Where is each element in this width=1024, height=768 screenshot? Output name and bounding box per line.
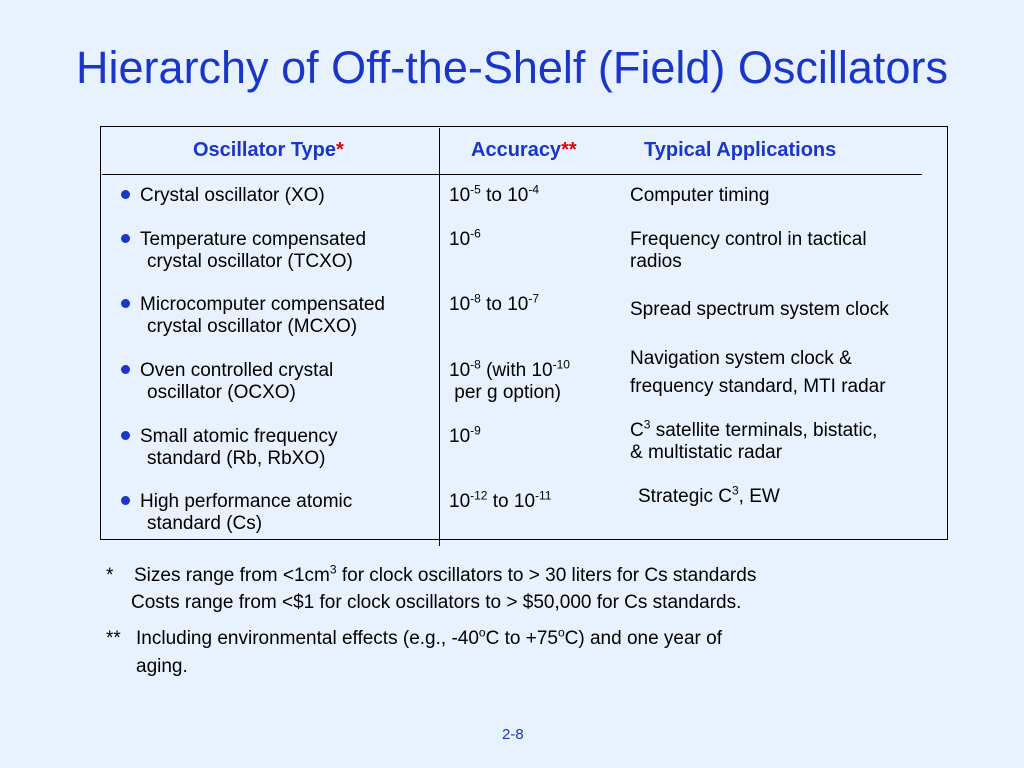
application-mcxo: Spread spectrum system clock bbox=[630, 299, 889, 320]
bullet-icon bbox=[121, 365, 130, 374]
application-tcxo-line2: radios bbox=[630, 251, 682, 272]
type-mcxo-line1: Microcomputer compensated bbox=[140, 294, 385, 315]
type-tcxo-line1: Temperature compensated bbox=[140, 229, 367, 250]
type-mcxo-line2: crystal oscillator (MCXO) bbox=[147, 316, 358, 337]
type-ocxo-line1: Oven controlled crystal bbox=[140, 360, 334, 381]
accuracy-ocxo-line2: per g option) bbox=[449, 382, 561, 403]
type-rb-line1: Small atomic frequency bbox=[140, 426, 338, 447]
footnote-1-line1: Sizes range from $<1cm^3$ for clock oscillators to > 30 liters for Cs standards bbox=[134, 562, 757, 586]
accuracy-cs: $10^{-12}$ to $10^{-11}$ bbox=[449, 488, 552, 512]
bullet-icon bbox=[121, 190, 130, 199]
bullet-icon bbox=[121, 299, 130, 308]
application-tcxo-line1: Frequency control in tactical bbox=[630, 229, 867, 250]
footnote-2-mark: ** bbox=[106, 628, 121, 649]
bullet-icon bbox=[121, 234, 130, 243]
footnote-1-line2: Costs range from <$1 for clock oscillators to > $50,000 for Cs standards. bbox=[131, 592, 742, 613]
footnote-2-line2: aging. bbox=[136, 656, 188, 677]
accuracy-xo: $10^{-5}$ to $10^{-4}$ bbox=[449, 182, 540, 206]
accuracy-ocxo-line1: $10^{-8}$ (with $10^{-10}$ bbox=[449, 357, 570, 381]
type-rb-line2: standard (Rb, RbXO) bbox=[147, 448, 326, 469]
application-ocxo-line1: Navigation system clock & bbox=[630, 348, 852, 369]
bullet-icon bbox=[121, 431, 130, 440]
header-accuracy bbox=[471, 139, 577, 162]
header-type-footnote-mark: * bbox=[336, 139, 344, 161]
application-rb-line1: $C^3$ satellite terminals, bistatic, bbox=[630, 417, 878, 441]
type-xo: Crystal oscillator (XO) bbox=[140, 185, 325, 206]
type-cs-line1: High performance atomic bbox=[140, 491, 353, 512]
header-oscillator-type-label: Oscillator Type bbox=[193, 139, 337, 161]
application-xo: Computer timing bbox=[630, 185, 770, 206]
header-accuracy-label: Accuracy bbox=[471, 139, 562, 161]
header-accuracy-footnote-mark: ** bbox=[561, 139, 577, 161]
accuracy-rb: $10^{-9}$ bbox=[449, 423, 481, 447]
accuracy-tcxo: $10^{-6}$ bbox=[449, 226, 481, 250]
header-applications: Typical Applications bbox=[644, 139, 837, 161]
accuracy-mcxo: $10^{-8}$ to $10^{-7}$ bbox=[449, 291, 540, 315]
type-cs-line2: standard (Cs) bbox=[147, 513, 263, 534]
application-cs: Strategic $C^3$, EW bbox=[638, 483, 780, 507]
header-divider bbox=[102, 174, 922, 175]
footnote-2-line1: Including environmental effects (e.g., -40$^o$C to $+75^oC$) and one year of bbox=[136, 625, 723, 649]
column-divider bbox=[439, 128, 440, 546]
header-oscillator-type bbox=[193, 139, 344, 162]
slide-title: Hierarchy of Off-the-Shelf (Field) Oscillators bbox=[76, 42, 948, 93]
type-ocxo-line2: oscillator (OCXO) bbox=[147, 382, 296, 403]
type-tcxo-line2: crystal oscillator (TCXO) bbox=[147, 251, 353, 272]
application-ocxo-line2: frequency standard, MTI radar bbox=[630, 376, 886, 397]
footnote-1-mark: * bbox=[106, 565, 114, 586]
application-rb-line2: & multistatic radar bbox=[630, 442, 783, 463]
bullet-icon bbox=[121, 496, 130, 505]
page-number: 2-8 bbox=[502, 726, 524, 743]
